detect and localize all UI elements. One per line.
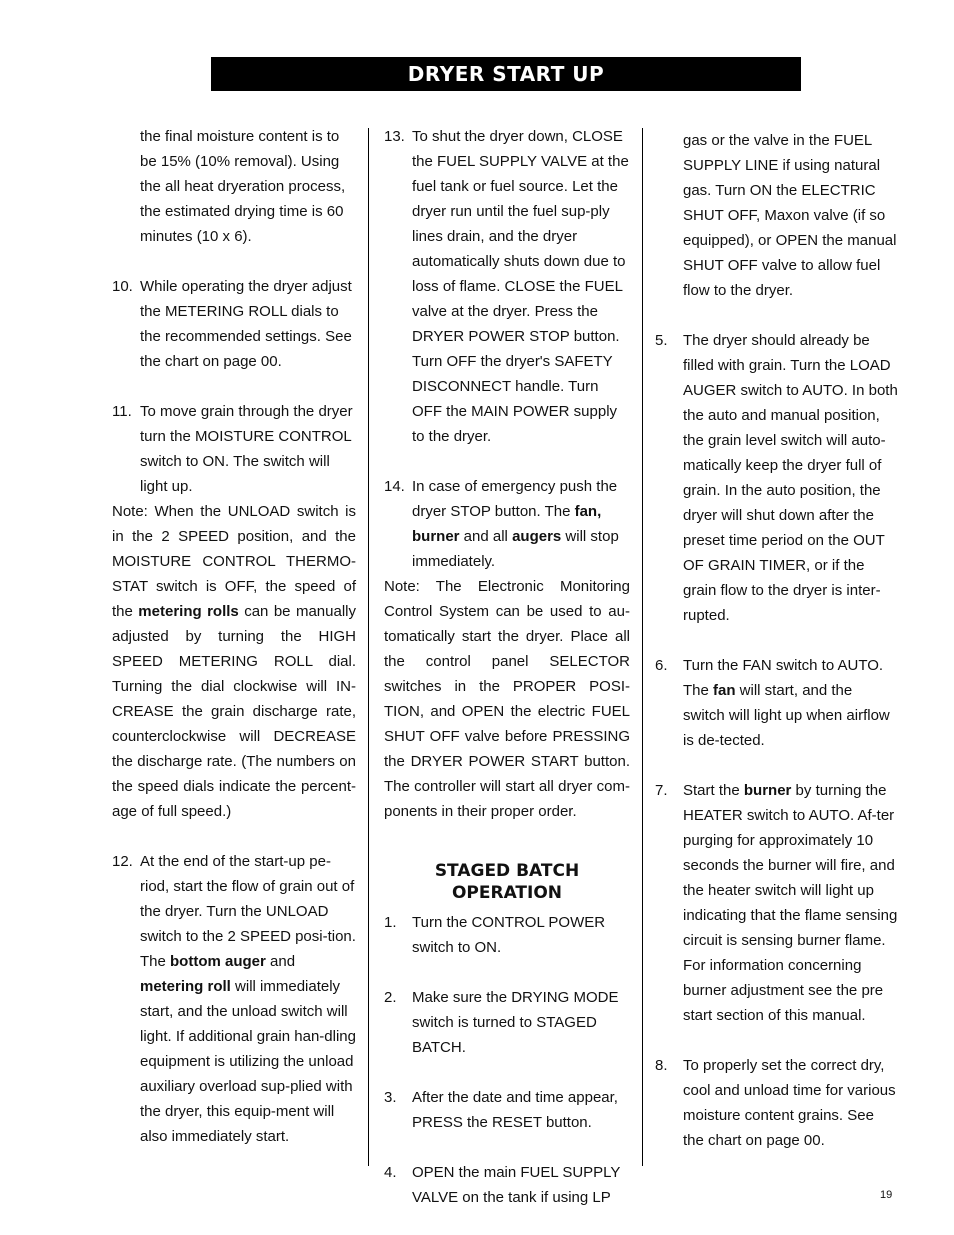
text-run: will start, and the switch will light up when airflow is de-tected. bbox=[683, 682, 890, 749]
text-run: will immediately start, and the unload switch will light. If additional grain han-dling equipment is utilizing the unload auxiliary overload sup-plied with the dryer, this equip-ment will also immediately start. bbox=[140, 978, 356, 1145]
list-item bbox=[384, 124, 630, 449]
item-number: 8. bbox=[655, 1057, 668, 1074]
item-number: 5. bbox=[655, 332, 668, 349]
item-text: To shut the dryer down, CLOSE the FUEL SUPPLY VALVE at the fuel tank or fuel source. Let the dryer run until the fuel sup-ply lines drain, and the dryer automatically shuts down due to loss of flame. CLOSE the FUEL valve at the dryer. Press the DRYER POWER STOP button. Turn OFF the dryer's SAFETY DISCONNECT handle. Turn OFF the MAIN POWER supply to the dryer. bbox=[412, 128, 629, 445]
page-title: DRYER START UP bbox=[211, 57, 801, 91]
item-number: 6. bbox=[655, 657, 668, 674]
item-text: To properly set the correct dry, cool and unload time for various moisture content grains. See the chart on page 00. bbox=[683, 1057, 896, 1149]
item-number: 4. bbox=[384, 1164, 397, 1181]
item-text: OPEN the main FUEL SUPPLY VALVE on the tank if using LP bbox=[412, 1164, 621, 1206]
note-text: Note: When the UNLOAD switch is in the 2 SPEED position, and the MOISTURE CONTROL THERMO-STAT switch is OFF, the speed of the bbox=[112, 503, 356, 620]
column-divider bbox=[368, 128, 369, 1166]
list-item bbox=[384, 985, 630, 1060]
note-paragraph bbox=[112, 499, 356, 824]
text-run: Start the bbox=[683, 782, 744, 799]
item-number: 10. bbox=[112, 278, 133, 295]
item-number: 13. bbox=[384, 128, 405, 145]
bold-text: fan bbox=[713, 682, 736, 699]
continued-paragraph: the final moisture content is to be 15% (10% removal). Using the all heat dryeration process, the estimated drying time is 60 minutes (10 x 6). bbox=[140, 128, 346, 245]
column-divider bbox=[642, 128, 643, 1166]
text-run: Turn the FAN switch to AUTO. The bbox=[683, 657, 884, 699]
section-heading: STAGED BATCH OPERATION bbox=[434, 861, 580, 903]
item-text: Make sure the DRYING MODE switch is turned to STAGED BATCH. bbox=[412, 989, 619, 1056]
list-item bbox=[112, 399, 356, 499]
list-item bbox=[655, 1053, 898, 1153]
item-text bbox=[140, 849, 356, 1149]
item-number: 11. bbox=[112, 403, 132, 420]
bold-text: augers bbox=[512, 528, 562, 545]
text-run: and bbox=[265, 953, 296, 970]
list-item bbox=[384, 1085, 630, 1135]
item-number: 12. bbox=[112, 853, 133, 870]
bold-text: metering roll bbox=[140, 978, 231, 995]
item-text bbox=[683, 778, 898, 1028]
note-bold-text: metering rolls bbox=[138, 603, 239, 620]
item-number: 14. bbox=[384, 478, 405, 495]
item-number: 3. bbox=[384, 1089, 397, 1106]
continued-paragraph: gas or the valve in the FUEL SUPPLY LINE if using natural gas. Turn ON the ELECTRIC SHUT OFF, Maxon valve (if so equipped), or OPEN the manual SHUT OFF valve to allow fuel flow to the dryer. bbox=[683, 132, 897, 299]
item-text: To move grain through the dryer turn the MOISTURE CONTROL switch to ON. The switch will light up. bbox=[140, 403, 353, 495]
item-text: Turn the CONTROL POWER switch to ON. bbox=[412, 914, 606, 956]
column-3 bbox=[655, 128, 898, 1153]
text-run: will stop immediately. bbox=[412, 528, 619, 570]
list-item bbox=[655, 653, 898, 753]
text-run: In case of emergency push the dryer STOP button. The bbox=[412, 478, 618, 520]
item-text bbox=[412, 474, 630, 574]
item-text: The dryer should already be filled with grain. Turn the LOAD AUGER switch to AUTO. In both the auto and manual position, the grain level switch will auto-matically keep the dryer full of grain. In the auto position, the dryer will shut down after the preset time period on the OUT OF GRAIN TIMER, or if the grain flow to the dryer is inter-rupted. bbox=[683, 332, 898, 624]
list-item bbox=[655, 328, 898, 628]
bold-text: fan, burner bbox=[412, 503, 602, 545]
item-text bbox=[683, 653, 898, 753]
list-item bbox=[384, 1160, 630, 1210]
note-paragraph: Note: The Electronic Monitoring Control System can be used to au-tomatically start the dryer. Place all the control panel SELECTOR switches in the PROPER POSI-TION, and OPEN the electric FUEL SHUT OFF valve before PRESSING the DRYER POWER START button. The controller will start all dryer com-ponents in their proper order. bbox=[384, 578, 630, 820]
list-item bbox=[384, 910, 630, 960]
item-text: While operating the dryer adjust the METERING ROLL dials to the recommended settings. See the chart on page 00. bbox=[140, 278, 352, 370]
text-run: by turning the HEATER switch to AUTO. Af-ter purging for approximately 10 seconds the burner will fire, and the heater switch will light up indicating that the flame sensing circuit is sensing burner flame. For information concerning burner adjustment see the pre start section of this manual. bbox=[683, 782, 898, 1024]
bold-text: burner bbox=[743, 782, 792, 799]
item-number: 2. bbox=[384, 989, 397, 1006]
text-run: At the end of the start-up pe-riod, start the flow of grain out of the dryer. Turn the UNLOAD switch to the 2 SPEED posi-tion. The bbox=[140, 853, 356, 970]
bold-text: bottom auger bbox=[170, 953, 266, 970]
list-item bbox=[112, 274, 356, 374]
list-item bbox=[655, 778, 898, 1028]
column-1 bbox=[112, 124, 356, 1149]
note-text: can be manually adjusted by turning the HIGH SPEED METERING ROLL dial. Turning the dial clockwise will IN-CREASE the grain discharge rate, counterclockwise will DECREASE the discharge rate. (The numbers on the speed dials indicate the percent-age of full speed.) bbox=[112, 603, 356, 820]
item-number: 1. bbox=[384, 914, 397, 931]
list-item bbox=[112, 849, 356, 1149]
item-text: After the date and time appear, PRESS the RESET button. bbox=[412, 1089, 618, 1131]
page-number: 19 bbox=[880, 1189, 893, 1201]
item-number: 7. bbox=[655, 782, 668, 799]
text-run: and all bbox=[459, 528, 513, 545]
list-item bbox=[384, 474, 630, 574]
column-2 bbox=[384, 124, 630, 1210]
